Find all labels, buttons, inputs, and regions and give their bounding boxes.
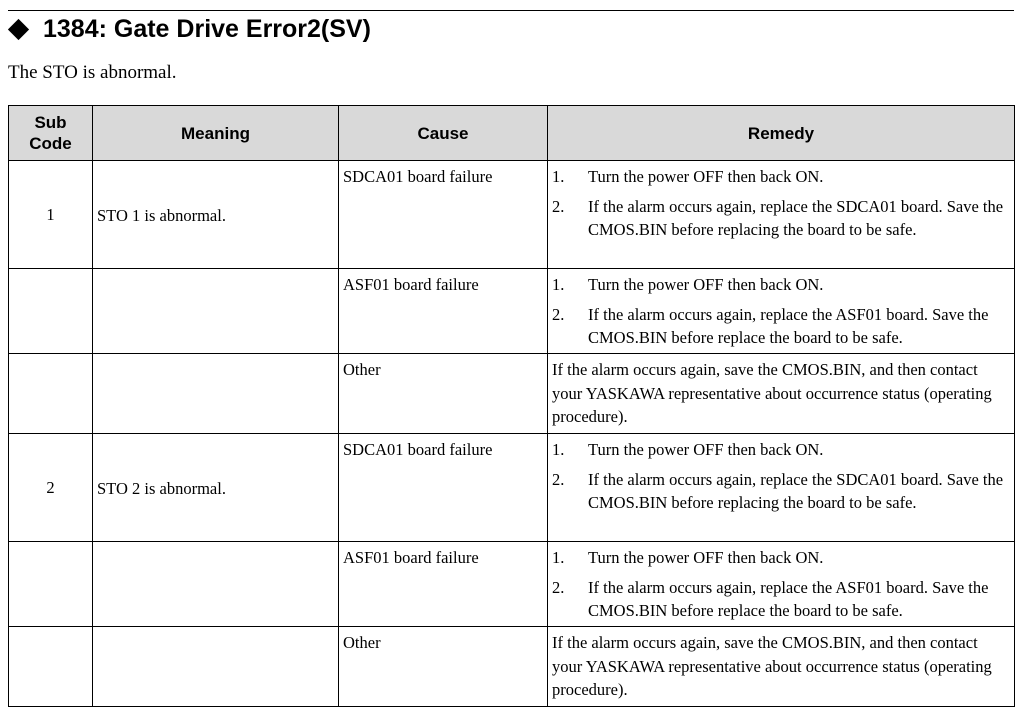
- header-remedy: Remedy: [548, 106, 1015, 161]
- meaning-cell: [93, 354, 339, 434]
- meaning-cell: [93, 269, 339, 354]
- table-row: [9, 434, 1015, 542]
- step-text: Turn the power OFF then back ON.: [588, 167, 824, 186]
- header-meaning: Meaning: [93, 106, 339, 161]
- step-text: Turn the power OFF then back ON.: [588, 275, 824, 294]
- cause-cell: ASF01 board failure: [339, 269, 548, 354]
- step-text: If the alarm occurs again, replace the SDCA01 board. Save the CMOS.BIN before replacing the board to be safe.: [588, 469, 1004, 512]
- remedy-step: [552, 195, 1010, 242]
- diamond-bullet-icon: [8, 19, 29, 40]
- remedy-step: [552, 468, 1010, 515]
- remedy-step: [552, 438, 1010, 462]
- step-number: 1.: [552, 275, 565, 294]
- step-text: Turn the power OFF then back ON.: [588, 440, 824, 459]
- remedy-step: [552, 273, 1010, 297]
- top-rule: [8, 10, 1014, 11]
- table-row: [9, 627, 1015, 707]
- cause-cell: SDCA01 board failure: [339, 161, 548, 269]
- remedy-steps: [552, 273, 1010, 350]
- step-number: 2.: [552, 577, 565, 597]
- sub-code-cell: [9, 354, 93, 434]
- sub-code-cell: 2: [9, 434, 93, 542]
- meaning-cell: STO 2 is abnormal.: [93, 434, 339, 542]
- sub-code-cell: [9, 542, 93, 627]
- meaning-cell: [93, 542, 339, 627]
- meaning-cell: STO 1 is abnormal.: [93, 161, 339, 269]
- step-text: If the alarm occurs again, replace the SDCA01 board. Save the CMOS.BIN before replacing the board to be safe.: [588, 196, 1004, 239]
- remedy-step: [552, 546, 1010, 570]
- header-cause: Cause: [339, 106, 548, 161]
- remedy-cell: [548, 434, 1015, 542]
- remedy-steps: [552, 546, 1010, 623]
- step-number: 2.: [552, 196, 565, 216]
- table-row: [9, 542, 1015, 627]
- remedy-step: [552, 165, 1010, 189]
- table-header-row: [9, 106, 1015, 161]
- step-text: If the alarm occurs again, replace the ASF01 board. Save the CMOS.BIN before replace the board to be safe.: [588, 577, 989, 620]
- header-sub-code: Sub Code: [9, 106, 93, 161]
- remedy-step: [552, 303, 1010, 350]
- cause-cell: Other: [339, 354, 548, 434]
- step-number: 2.: [552, 304, 565, 324]
- step-number: 1.: [552, 548, 565, 567]
- alarm-heading: [8, 15, 371, 44]
- alarm-description: The STO is abnormal.: [8, 62, 177, 83]
- remedy-steps: [552, 165, 1010, 242]
- remedy-cell: If the alarm occurs again, save the CMOS.BIN, and then contact your YASKAWA representative about occurrence status (operating procedure).: [548, 354, 1015, 434]
- cause-cell: ASF01 board failure: [339, 542, 548, 627]
- remedy-steps: [552, 438, 1010, 515]
- sub-code-cell: [9, 269, 93, 354]
- remedy-cell: If the alarm occurs again, save the CMOS.BIN, and then contact your YASKAWA representative about occurrence status (operating procedure).: [548, 627, 1015, 707]
- remedy-step: [552, 576, 1010, 623]
- step-number: 1.: [552, 440, 565, 459]
- step-number: 1.: [552, 167, 565, 186]
- table-row: [9, 269, 1015, 354]
- sub-code-cell: [9, 627, 93, 707]
- remedy-cell: [548, 269, 1015, 354]
- cause-cell: SDCA01 board failure: [339, 434, 548, 542]
- alarm-table: [8, 105, 1015, 707]
- step-text: Turn the power OFF then back ON.: [588, 548, 824, 567]
- sub-code-cell: 1: [9, 161, 93, 269]
- step-number: 2.: [552, 469, 565, 489]
- table-row: [9, 354, 1015, 434]
- meaning-cell: [93, 627, 339, 707]
- step-text: If the alarm occurs again, replace the ASF01 board. Save the CMOS.BIN before replace the board to be safe.: [588, 304, 989, 347]
- remedy-cell: [548, 161, 1015, 269]
- table-row: [9, 161, 1015, 269]
- alarm-title: 1384: Gate Drive Error2(SV): [43, 15, 371, 43]
- remedy-cell: [548, 542, 1015, 627]
- cause-cell: Other: [339, 627, 548, 707]
